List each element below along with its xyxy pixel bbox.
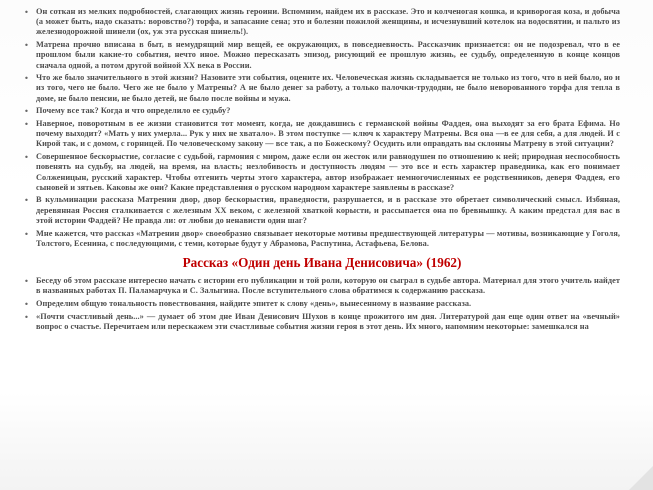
bullet-icon: • — [24, 7, 29, 17]
bullet-icon: • — [24, 40, 29, 51]
bullet-icon: • — [24, 298, 29, 309]
list-item — [24, 106, 620, 116]
section-heading: Рассказ «Один день Ивана Денисовича» (1962) — [182, 254, 462, 270]
paragraph-text: Что же было значительного в этой жизни? Назовите эти события, оцените их. Человеческая жизнь складывается не только из того, что в ней было, но и из того, чего не было. Чего же не было у Матрены? А не было денег за работу, а только палочки-трудодни, не было неворованного торфа для тепла в доме, не было пенсии, не было детей, не было после войны и мужа. — [36, 73, 620, 103]
list-item — [24, 195, 620, 226]
paragraph-text: Он соткан из мелких подробностей, слагающих жизнь героини. Вспомним, найдем их в рассказе. Это и колченогая кошка, и криворогая коза, и добыча (а может быть, надо сказать: воровство?) торфа, и запасание сена; это и болезни пожилой женщины, и исчезнувший котелок на водосвятии, и пальто из железнодорожной шинели (ох, уж эта русская шинель!). — [36, 7, 620, 37]
paragraph-text: «Почти счастливый день...» — думает об этом дне Иван Денисович Шухов в конце прожитого им дня. Литературой дан еще один ответ на «вечный» вопрос о счастье. Перечитаем или перескажем эти счастливые события жизни героя в этот день. Их много, напомним некоторые: замешкался на — [36, 311, 620, 331]
paragraphs-top — [24, 7, 620, 249]
paragraph-text: Определим общую тональность повествования, найдите эпитет к слову «день», вынесенному в название рассказа. — [36, 298, 472, 308]
paragraph-text: Почему все так? Когда и что определило ее судьбу? — [36, 106, 231, 116]
list-item — [24, 299, 620, 309]
paragraph-text: В кульминации рассказа Матренин двор, двор бескорыстия, праведности, разрушается, и в рассказе это обретает символический смысл. Избяная, деревянная Россия сталкивается с железным XX веком, с железной хваткой корысти, и рассыпается она по бревнышку. А каким предстал для вас в этой истории Фаддей? Не правда ли: от любви до ненависти один шаг? — [36, 195, 620, 225]
bullet-icon: • — [24, 152, 29, 163]
list-item — [24, 276, 620, 296]
bullet-icon: • — [24, 311, 29, 322]
list-item — [24, 40, 620, 71]
page-curl-corner — [629, 466, 653, 490]
list-item — [24, 229, 620, 249]
bullet-icon: • — [24, 195, 29, 206]
list-item — [24, 119, 620, 150]
paragraph-text: Матрена прочно вписана в быт, в немудрящий мир вещей, ее окружающих, в повседневность. Рассказчик признается: он не подозревал, что в ее прошлом были какие-то события, нечто иное. Можно пересказать эпизод, рисующий ее прошлую жизнь, ее судьбу, определенную в конце концов сначала одной, а потом другой войной XX века в России. — [36, 40, 620, 70]
paragraph-text: Мне кажется, что рассказ «Матренин двор» своеобразно связывает некоторые мотивы предшествующей литературы — мотивы, возникающие у Гоголя, Толстого, Есенина, с последующими, с теми, которые будут у Абрамова, Распутина, Астафьева, Белова. — [36, 228, 620, 248]
paragraph-text: Наверное, поворотным в ее жизни становится тот момент, когда, не дождавшись с германской войны Фаддея, она выходят за его брата Ефима. Но почему выходит? «Мать у них умерла... Рук у них не хватало». В этом поступке — ключ к характеру Матрены. Вся она —в ее для себя, а для людей. И с Кирой так, и с домом, с горницей. По человеческому закону — все так, а по Божескому? Осудить или оправдать вы склонны Матрену в этой ситуации? — [36, 119, 620, 149]
slide-content — [24, 7, 620, 334]
list-item — [24, 73, 620, 104]
paragraph-text: Совершенное бескорыстие, согласие с судьбой, гармония с миром, даже если он жесток или равнодушен по отношению к ней; природная неспособность повенять на судьбу, на людей, на время, на власть; незлобивость и доступность людям — это все и есть характер праведника, как его понимает Солженицын, русский характер. Чтобы отгенить черты этого характера, автор изображает немногочисленных ее родственников, деверя Фаддея, его сыновей и зятьев. Каковы же они? Какие представления о русском народном характере заявлены в рассказе? — [36, 152, 620, 192]
bullet-icon: • — [24, 228, 29, 239]
paragraph-text: Беседу об этом рассказе интересно начать с истории его публикации и той роли, которую он сыграл в судьбе автора. Материал для этого учитель найдет в названных работах П. Паламарчука и С. Залыгина. После вступительного слова обратимся к содержанию рассказа. — [36, 275, 620, 296]
bullet-icon: • — [24, 106, 29, 117]
list-item — [24, 7, 620, 38]
bullet-icon: • — [24, 119, 29, 130]
list-item — [24, 152, 620, 193]
bullet-icon: • — [24, 275, 29, 286]
list-item — [24, 312, 620, 332]
paragraphs-bottom — [24, 276, 620, 332]
bullet-icon: • — [24, 73, 29, 84]
